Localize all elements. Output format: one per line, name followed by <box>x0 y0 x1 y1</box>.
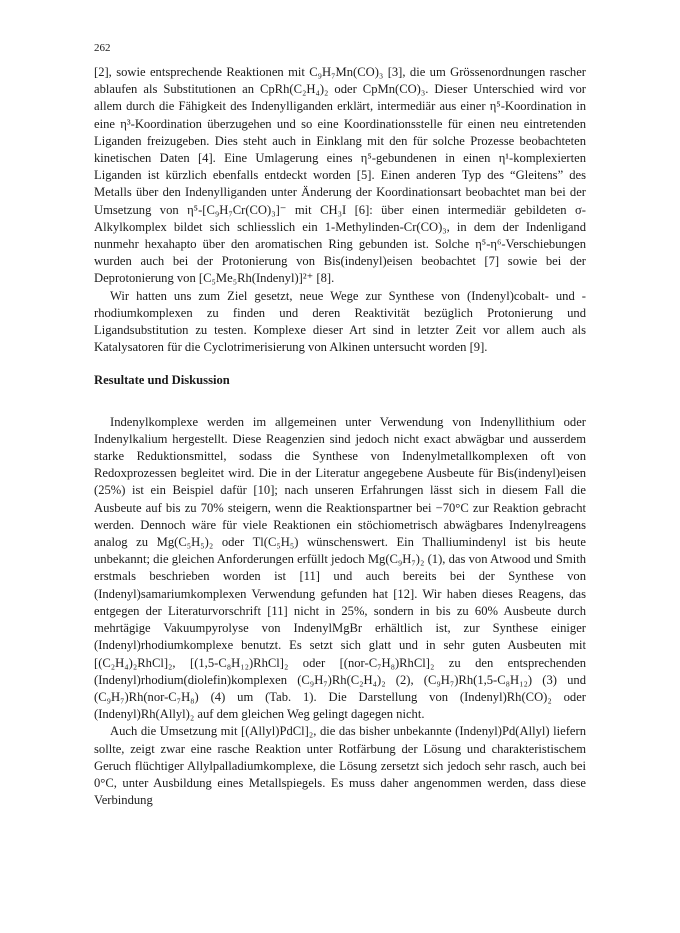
paragraph-intro-2: Wir hatten uns zum Ziel gesetzt, neue Wege zur Synthese von (Indenyl)cobalt- und -rhodiumkomplexen zu finden und deren Reaktivität bezüglich Protonierung und Ligandsubstitution zu testen. Komplexe dieser Art sind in letzter Zeit vor allem auch als Katalysatoren für die Cyclotrimerisierung von Alkinen untersucht worden [9]. <box>94 288 586 355</box>
page-number: 262 <box>94 42 111 54</box>
paragraph-intro-1: [2], sowie entsprechende Reaktionen mit C₉H₇Mn(CO)₃ [3], die um Grössenordnungen rascher ablaufen als Substitutionen an CpRh(C₂H₄)₂ oder CpMn(CO)₃. Dieser Unterschied wird vor allem durch die Fähigkeit des Indenylliganden erklärt, intermediär aus einer η⁵-Koordination in eine η³-Koordination überzugehen und so eine Koordinationsstelle für einen neu eintretenden Liganden freizugeben. Dies steht auch in Einklang mit den für solche Prozesse beobachteten kinetischen Daten [4]. Eine Umlagerung eines η⁵-gebundenen in einen η¹-komplexierten Liganden ist kürzlich ebenfalls entdeckt worden [5]. Einen anderen Typ des “Gleitens” des Metalls über den Indenylliganden unter Änderung der Koordinationsart beobachtet man bei der Umsetzung von η⁵-[C₉H₇Cr(CO)₃]⁻ mit CH₃I [6]: über einen intermediär gebildeten σ-Alkylkomplex bildet sich schliesslich ein 1-Methylinden-Cr(CO)₃, in dem der Indenligand nunmehr hexahapto über den aromatischen Ring gebunden ist. Solche η⁵-η⁶-Verschiebungen wurden auch bei der Protonierung von Bis(indenyl)eisen beobachtet [7] sowie bei der Deprotonierung von [C₅Me₅Rh(Indenyl)]²⁺ [8]. <box>94 65 586 286</box>
body-text <box>94 64 586 809</box>
section-heading: Resultate und Diskussion <box>94 373 230 388</box>
paragraph-results-2: Auch die Umsetzung mit [(Allyl)PdCl]₂, die das bisher unbekannte (Indenyl)Pd(Allyl) liefern sollte, zeigt zwar eine rasche Reaktion unter Rotfärbung der Lösung und charakteristischem Geruch flüchtiger Allylpalladiumkomplexe, die Lösung zersetzt sich jedoch sehr rasch, auch bei 0°C, unter Ausbildung eines Metallspiegels. Es muss daher angenommen werden, dass diese Verbindung <box>94 724 586 808</box>
paragraph-results-1: Indenylkomplexe werden im allgemeinen unter Verwendung von Indenyllithium oder Indenylkalium hergestellt. Diese Reagenzien sind jedoch nicht exact abwägbar und ausserdem starke Reduktionsmittel, sodass die Synthese von Indenylmetallkomplexen oft von Redoxprozessen begleitet wird. Die in der Literatur angegebene Ausbeute für Bis(indenyl)eisen (25%) ist ein Beispiel dafür [10]; nach unseren Erfahrungen lässt sich in diesem Fall die Ausbeute auf bis zu 70% steigern, wenn die Reaktionspartner bei −70°C zur Reaktion gebracht werden. Dennoch wäre für viele Reaktionen ein stöchiometrisch abwägbares Indenylreagens analog zu Mg(C₅H₅)₂ oder Tl(C₅H₅) wünschenswert. Ein Thalliumindenyl ist bis heute unbekannt; die gleichen Anforderungen erfüllt jedoch Mg(C₉H₇)₂ (1), das von Atwood und Smith erstmals beschrieben worden ist [11] und auch bereits bei der Synthese von (Indenyl)samariumkomplexen Verwendung gefunden hat [12]. Wir haben dieses Reagens, das entgegen der Literaturvorschrift [11] nicht in 25%, sondern in bis zu 60% Ausbeute durch mehrtägige Vakuumpyrolyse von IndenylMgBr erhältlich ist, zur Synthese einiger (Indenyl)rhodiumkomplexe benutzt. Es setzt sich glatt und in sehr guten Ausbeuten mit [(C₂H₄)₂RhCl]₂, [(1,5-C₈H₁₂)RhCl]₂ oder [(nor-C₇H₈)RhCl]₂ zu den entsprechenden (Indenyl)rhodium(diolefin)komplexen (C₉H₇)Rh(C₂H₄)₂ (2), (C₉H₇)Rh(1,5-C₈H₁₂) (3) und (C₉H₇)Rh(nor-C₇H₈) (4) um (Tab. 1). Die Darstellung von (Indenyl)Rh(CO)₂ oder (Indenyl)Rh(Allyl)₂ auf dem gleichen Weg gelingt dagegen nicht. <box>94 414 586 722</box>
